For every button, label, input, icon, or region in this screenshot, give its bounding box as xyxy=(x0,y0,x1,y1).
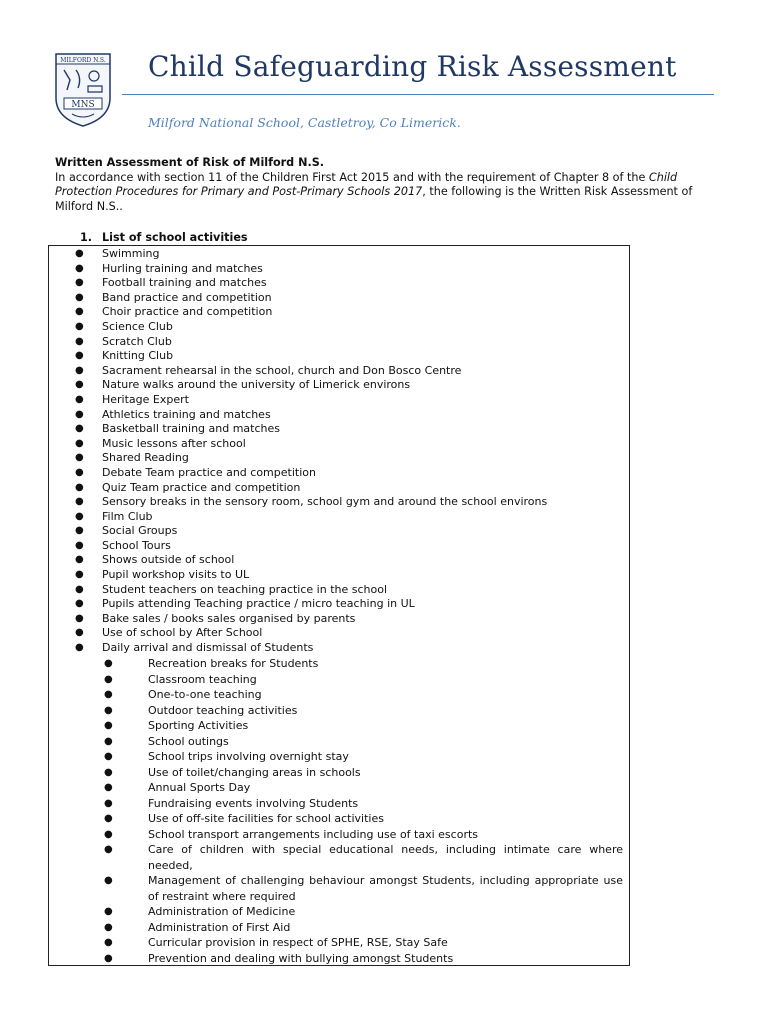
list-item-text: Basketball training and matches xyxy=(102,422,280,436)
list-item xyxy=(49,291,629,306)
list-item-text: Hurling training and matches xyxy=(102,261,263,275)
list-item xyxy=(49,765,629,781)
list-item xyxy=(49,687,629,703)
bullet-icon: ● xyxy=(104,720,113,731)
list-item xyxy=(49,920,629,936)
bullet-icon: ● xyxy=(104,813,113,824)
list-item-text: Student teachers on teaching practice in the school xyxy=(102,582,388,596)
list-item xyxy=(49,703,629,719)
bullet-icon: ● xyxy=(75,627,84,639)
list-item-text: School Tours xyxy=(102,538,171,552)
list-item xyxy=(49,734,629,750)
bullet-icon: ● xyxy=(104,875,113,886)
list-item-text: Administration of First Aid xyxy=(148,920,291,934)
bullet-icon: ● xyxy=(75,612,84,624)
list-item xyxy=(49,935,629,951)
intro-text-end: , the following is the Written Risk Assessment of Milford N.S.. xyxy=(55,185,693,213)
svg-text:MNS: MNS xyxy=(71,100,95,110)
list-item-text: Outdoor teaching activities xyxy=(148,703,298,717)
list-item xyxy=(49,827,629,843)
bullet-icon: ● xyxy=(104,704,113,716)
list-item xyxy=(49,305,629,320)
section-number: 1. xyxy=(80,231,93,244)
list-item xyxy=(49,842,629,873)
list-item-text: Pupils attending Teaching practice / micro teaching in UL xyxy=(102,597,415,611)
list-item xyxy=(49,718,629,734)
bullet-icon: ● xyxy=(75,379,84,391)
bullet-icon: ● xyxy=(75,277,84,289)
list-item xyxy=(49,749,629,765)
bullet-icon: ● xyxy=(75,364,84,376)
bullet-icon: ● xyxy=(104,735,113,747)
list-item xyxy=(49,553,629,568)
list-item-text: Prevention and dealing with bullying amongst Students xyxy=(148,951,454,965)
activities-box xyxy=(48,245,630,966)
bullet-icon: ● xyxy=(75,466,84,478)
list-item xyxy=(49,780,629,796)
list-item xyxy=(49,408,629,423)
list-item-text: Knitting Club xyxy=(102,349,174,363)
bullet-icon: ● xyxy=(75,525,84,537)
list-item xyxy=(49,247,629,262)
list-item-text: Football training and matches xyxy=(102,276,267,290)
list-item-text: Care of children with special educational needs, including intimate care where needed, xyxy=(148,843,623,872)
list-item xyxy=(49,335,629,350)
list-item xyxy=(49,320,629,335)
list-item-text: Shared Reading xyxy=(102,451,189,465)
list-item-text: School trips involving overnight stay xyxy=(148,750,349,763)
bullet-icon: ● xyxy=(75,496,84,508)
list-item-text: One-to-one teaching xyxy=(148,688,262,701)
list-item xyxy=(49,612,629,627)
intro-heading: Written Assessment of Risk of Milford N.S. xyxy=(55,156,325,169)
list-item-text: Daily arrival and dismissal of Students xyxy=(102,641,314,655)
list-item-text: Classroom teaching xyxy=(148,672,257,686)
bullet-icon: ● xyxy=(75,583,84,595)
section-title: List of school activities xyxy=(102,231,248,244)
bullet-icon: ● xyxy=(104,952,113,964)
bullet-icon: ● xyxy=(104,658,113,669)
list-item-text: Music lessons after school xyxy=(102,436,246,450)
list-item-text: Swimming xyxy=(102,247,160,260)
bullet-icon: ● xyxy=(104,766,113,778)
list-item xyxy=(49,422,629,437)
list-item-text: Bake sales / books sales organised by parents xyxy=(102,611,356,625)
bullet-icon: ● xyxy=(75,539,84,551)
list-item-text: School outings xyxy=(148,734,229,748)
intro-text-italic: Child Protection Procedures for Primary and Post-Primary Schools 2017 xyxy=(55,170,678,199)
bullet-icon: ● xyxy=(75,554,84,566)
list-item-text: Science Club xyxy=(102,319,173,333)
list-item-text: Scratch Club xyxy=(102,334,172,348)
list-item xyxy=(49,568,629,583)
bullet-icon: ● xyxy=(75,452,84,464)
list-item-text: Use of off-site facilities for school activities xyxy=(148,812,384,825)
list-item xyxy=(49,641,629,656)
bullet-icon: ● xyxy=(104,689,113,700)
list-item xyxy=(49,811,629,827)
bullet-icon: ● xyxy=(104,906,113,917)
bullet-icon: ● xyxy=(75,335,84,347)
bullet-icon: ● xyxy=(75,248,84,259)
list-item xyxy=(49,597,629,612)
list-item-text: School transport arrangements including use of taxi escorts xyxy=(148,827,479,841)
list-item xyxy=(49,524,629,539)
list-item xyxy=(49,626,629,641)
bullet-icon: ● xyxy=(104,751,113,762)
list-item-text: Management of challenging behaviour amongst Students, including appropriate use of restraint where required xyxy=(148,874,623,903)
list-item-text: Curricular provision in respect of SPHE, RSE, Stay Safe xyxy=(148,936,448,949)
list-item xyxy=(49,904,629,920)
list-item xyxy=(49,437,629,452)
intro-paragraph xyxy=(55,156,710,214)
list-item-text: Fundraising events involving Students xyxy=(148,796,359,810)
bullet-icon: ● xyxy=(75,393,84,405)
list-item-text: Use of toilet/changing areas in schools xyxy=(148,765,361,779)
bullet-icon: ● xyxy=(75,569,84,581)
bullet-icon: ● xyxy=(104,828,113,840)
bullet-icon: ● xyxy=(104,937,113,948)
list-item xyxy=(49,495,629,510)
list-item-text: Sporting Activities xyxy=(148,719,249,732)
list-item-text: Sacrament rehearsal in the school, church and Don Bosco Centre xyxy=(102,363,462,377)
list-item xyxy=(49,796,629,812)
bullet-icon: ● xyxy=(75,510,84,522)
list-item-text: Band practice and competition xyxy=(102,290,272,304)
bullet-icon: ● xyxy=(75,306,84,318)
bullet-icon: ● xyxy=(104,797,113,809)
sub-activities-list xyxy=(49,656,629,966)
list-item-text: Heritage Expert xyxy=(102,392,189,406)
list-item xyxy=(49,539,629,554)
list-item xyxy=(49,451,629,466)
list-item-text: Athletics training and matches xyxy=(102,407,271,421)
list-item xyxy=(49,276,629,291)
list-item-text: Use of school by After School xyxy=(102,626,263,640)
list-item xyxy=(49,349,629,364)
activities-list xyxy=(49,247,629,656)
list-item-text: Film Club xyxy=(102,509,153,523)
bullet-icon: ● xyxy=(75,291,84,303)
intro-text-start: In accordance with section 11 of the Children First Act 2015 and with the requirement of Chapter 8 of the xyxy=(55,170,649,184)
list-item-text: Sensory breaks in the sensory room, school gym and around the school environs xyxy=(102,495,548,509)
list-item-text: Quiz Team practice and competition xyxy=(102,480,301,494)
list-item-text: Social Groups xyxy=(102,524,178,538)
bullet-icon: ● xyxy=(104,673,113,685)
list-item xyxy=(49,378,629,393)
bullet-icon: ● xyxy=(75,350,84,362)
list-item xyxy=(49,583,629,598)
page-title: Child Safeguarding Risk Assessment xyxy=(148,50,677,83)
bullet-icon: ● xyxy=(75,423,84,435)
bullet-icon: ● xyxy=(104,844,113,855)
bullet-icon: ● xyxy=(75,437,84,449)
list-item-text: Administration of Medicine xyxy=(148,905,296,918)
list-item xyxy=(49,364,629,379)
page-subtitle: Milford National School, Castletroy, Co Limerick. xyxy=(148,115,461,130)
list-item xyxy=(49,262,629,277)
bullet-icon: ● xyxy=(104,782,113,793)
school-crest-logo xyxy=(54,52,112,128)
list-item xyxy=(49,481,629,496)
svg-text:MILFORD N.S.: MILFORD N.S. xyxy=(60,57,106,64)
list-item-text: Nature walks around the university of Limerick environs xyxy=(102,378,411,392)
bullet-icon: ● xyxy=(75,598,84,610)
bullet-icon: ● xyxy=(75,320,84,332)
list-item xyxy=(49,951,629,967)
list-item xyxy=(49,873,629,904)
list-item xyxy=(49,656,629,672)
list-item-text: Choir practice and competition xyxy=(102,305,273,319)
bullet-icon: ● xyxy=(75,262,84,274)
section-heading xyxy=(80,231,248,244)
list-item-text: Recreation breaks for Students xyxy=(148,657,319,670)
bullet-icon: ● xyxy=(75,642,84,654)
list-item xyxy=(49,393,629,408)
list-item-text: Shows outside of school xyxy=(102,553,235,567)
list-item-text: Pupil workshop visits to UL xyxy=(102,568,250,582)
bullet-icon: ● xyxy=(104,921,113,933)
list-item xyxy=(49,510,629,525)
list-item-text: Annual Sports Day xyxy=(148,781,251,794)
bullet-icon: ● xyxy=(75,481,84,493)
list-item-text: Debate Team practice and competition xyxy=(102,465,316,479)
list-item xyxy=(49,672,629,688)
title-underline xyxy=(122,94,714,95)
bullet-icon: ● xyxy=(75,408,84,420)
list-item xyxy=(49,466,629,481)
